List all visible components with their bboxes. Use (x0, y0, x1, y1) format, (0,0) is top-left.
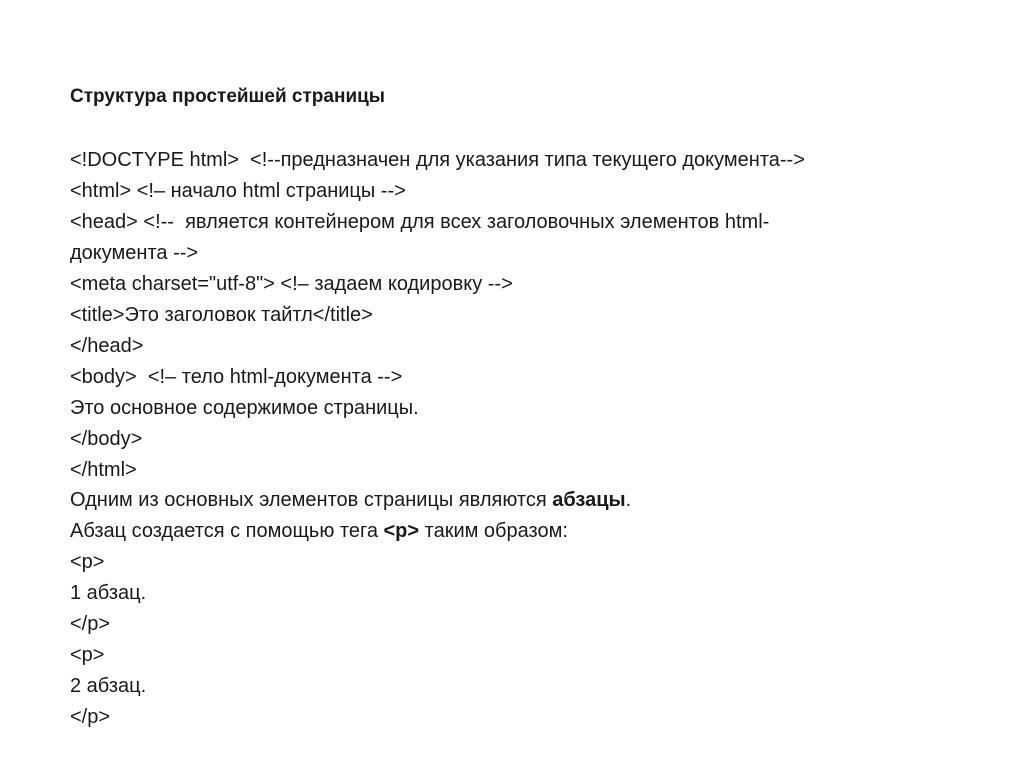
example-line: </p> (70, 706, 111, 728)
code-line: <head> <!-- является контейнером для всех заголовочных элементов html- (70, 211, 770, 233)
paragraph-explanation (70, 485, 950, 733)
slide-title: Структура простейшей страницы (70, 86, 386, 107)
paragraph-intro-line (70, 485, 950, 516)
code-line: </html> (70, 459, 137, 481)
code-line: <body> <!– тело html-документа --> (70, 366, 403, 388)
example-line: <p> (70, 644, 105, 666)
paragraph-intro-end: . (625, 489, 632, 511)
example-line: 1 абзац. (70, 582, 147, 604)
code-line: <html> <!– начало html страницы --> (70, 180, 406, 202)
paragraph-intro-text: Одним из основных элементов страницы являются (70, 489, 553, 511)
paragraph-tag-end: таким образом: (419, 520, 568, 542)
code-line: <title>Это заголовок тайтл</title> (70, 304, 373, 326)
paragraph-tag-text: Абзац создается с помощью тега (70, 520, 384, 542)
example-line: <p> (70, 551, 105, 573)
paragraph-tag: <p> (383, 520, 420, 542)
code-line: <!DOCTYPE html> <!--предназначен для указания типа текущего документа--> (70, 149, 805, 171)
paragraph-tag-line (70, 516, 950, 547)
code-line: <meta charset="utf-8"> <!– задаем кодировку --> (70, 273, 513, 295)
example-line: </p> (70, 613, 111, 635)
code-line: </head> (70, 335, 144, 357)
html-code-example (70, 145, 950, 486)
code-line: Это основное содержимое страницы. (70, 397, 419, 419)
paragraph-term: абзацы (552, 489, 626, 511)
code-line: </body> (70, 428, 143, 450)
code-line: документа --> (70, 242, 199, 264)
example-line: 2 абзац. (70, 675, 147, 697)
